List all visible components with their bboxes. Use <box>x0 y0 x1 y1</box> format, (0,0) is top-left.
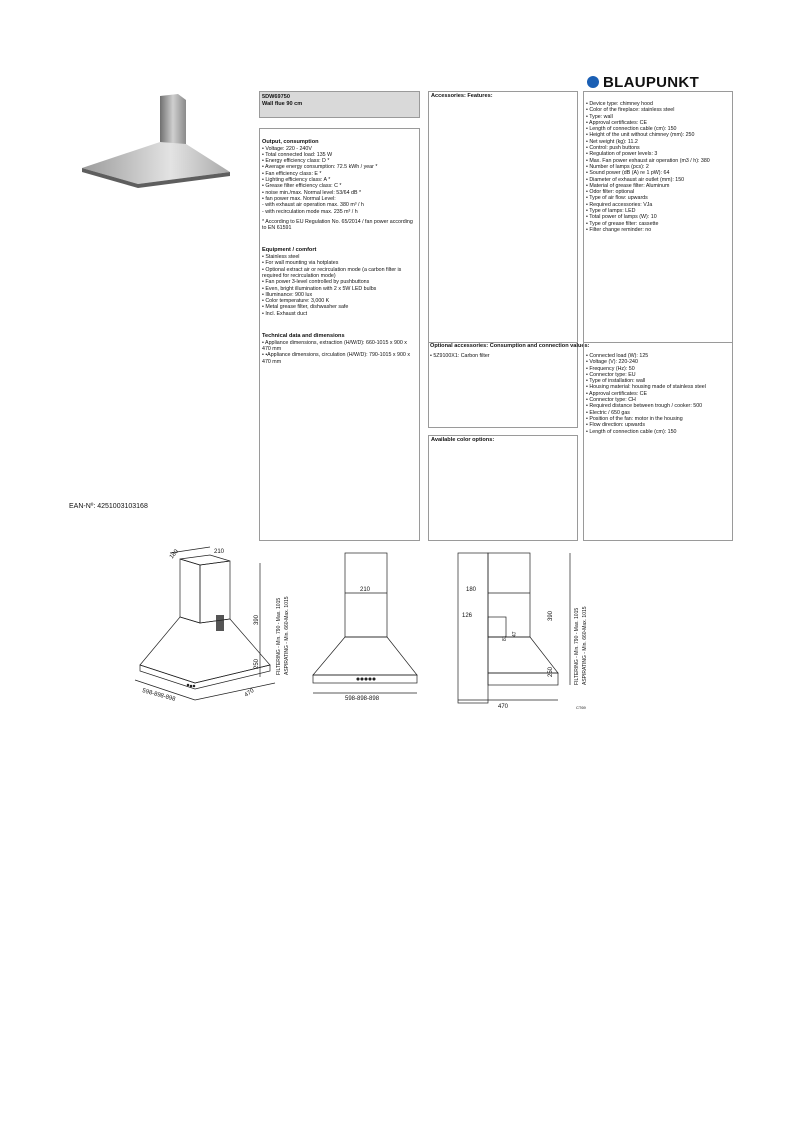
list-item: • Total power of lamps (W): 10 <box>586 214 657 221</box>
drawing-front <box>305 545 425 710</box>
brand-name: BLAUPUNKT <box>603 73 700 91</box>
list-item: • Color temperature: 3,000 K <box>262 298 330 305</box>
list-item: • Approval certificates: CE <box>586 119 648 126</box>
divider <box>584 342 732 343</box>
list-item: • Connector type: CH <box>586 397 636 404</box>
drawing-side <box>448 545 603 715</box>
dim-label: 126 <box>462 613 473 619</box>
list-item: • Total connected load: 135 W <box>262 151 333 158</box>
dim-label: 390 <box>254 614 260 625</box>
dim-label: 390 <box>548 610 554 621</box>
optional-accessories-title: Optional accessories: Consumption and connection values: <box>430 343 590 349</box>
list-item: • Average energy consumption: 72.5 kWh / year * <box>262 164 378 171</box>
list-item: • Fan efficiency class: E * <box>262 170 322 177</box>
list-item: • 5Z9100X1: Carbon filter <box>430 352 490 359</box>
list-item: • Voltage (V): 220-240 <box>586 359 638 366</box>
accessories-box <box>428 91 578 428</box>
drawing-tag: CT69 <box>576 705 586 710</box>
logo-dot-icon <box>587 76 599 88</box>
list-item: • Required distance between trough / cooker: 500 <box>586 403 703 410</box>
list-item: • Grease filter efficiency class: C * <box>262 183 342 190</box>
list-item: • Position of the fan: motor in the housing <box>586 415 683 422</box>
list-item: • Length of connection cable (cm): 150 <box>586 126 677 133</box>
list-item: • Diameter of exhaust air outlet (mm): 150 <box>586 176 685 183</box>
divider <box>428 342 578 343</box>
list-item: • Approval certificates: CE <box>586 390 648 397</box>
list-item: • fan power max. Normal Level: <box>262 195 336 202</box>
dim-label: 250 <box>548 666 554 677</box>
list-item: • Metal grease filter, dishwasher safe <box>262 304 349 311</box>
color-options-title: Available color options: <box>431 437 495 443</box>
list-item: • Incl. Exhaust duct <box>262 310 308 317</box>
dim-label: FILTERING - Min. 790 - Max. 1015 <box>276 597 282 675</box>
list-item: • Type of installation: wall <box>586 378 646 385</box>
list-item: • Flow direction: upwards <box>586 422 645 429</box>
features-list <box>586 101 730 233</box>
list-item: • Appliance dimensions, extraction (H/W/D): 660-1015 x 900 x 470 mm <box>262 339 407 352</box>
dim-label: 250 <box>254 658 260 669</box>
accessories-title: Accessories: Features: <box>431 93 493 99</box>
list-item: • Device type: chimney hood <box>586 101 653 107</box>
ean-number: EAN-Nº: 4251003103168 <box>69 503 148 510</box>
list-item: • Max. Fan power exhaust air operation (m3 / h): 380 <box>586 157 710 164</box>
output-footnote: * According to EU Regulation No. 65/2014 / fan power according to EN 61591 <box>262 218 413 232</box>
list-item: • Type of air flow: upwards <box>586 195 648 202</box>
model-header <box>259 91 420 118</box>
drawing-isometric <box>110 545 300 710</box>
dim-label: 180 <box>466 587 477 593</box>
list-item: • Electric / 650 gas <box>586 409 630 416</box>
list-item: • Connected load (W): 125 <box>586 353 649 359</box>
description-column <box>259 128 420 541</box>
model-number: 5DW69750 <box>262 94 290 100</box>
list-item: • Frequency (Hz): 50 <box>586 365 635 372</box>
connection-values-list <box>586 353 706 435</box>
list-item: • Height of the unit without chimney (mm): 250 <box>586 132 695 139</box>
brand-logo <box>587 73 699 91</box>
dim-label: 470 <box>498 704 509 710</box>
list-item: - with exhaust air operation max. 380 m³ / h <box>262 202 364 209</box>
list-item: • Required accessories: VJa <box>586 201 653 208</box>
list-item: • Type of lamps: LED <box>586 208 636 215</box>
list-item: • Housing material: housing made of stainless steel <box>586 384 706 391</box>
list-item: • Type of grease filter: cassette <box>586 220 659 227</box>
list-item: • Stainless steel <box>262 254 300 261</box>
list-item: • noise min./max. Normal level: 53/64 dB * <box>262 189 362 196</box>
list-item: • Control: push buttons <box>586 145 640 152</box>
dim-label: 180 <box>168 548 180 561</box>
list-item: • Lighting efficiency class: A * <box>262 177 331 184</box>
dim-label: 598-898-898 <box>345 696 380 702</box>
optional-accessories <box>430 343 589 359</box>
dim-label: 81 <box>502 635 508 641</box>
list-item: • Voltage: 220 - 240V <box>262 145 312 152</box>
dim-label: ASPIRATING - Min. 660-Max. 1015 <box>284 596 290 675</box>
technical-title: Technical data and dimensions <box>262 333 345 340</box>
list-item: • Odor filter: optional <box>586 189 635 196</box>
dim-label: 210 <box>360 587 371 593</box>
list-item: • Net weight (kg): 11.2 <box>586 138 638 145</box>
list-item: • Type: wall <box>586 113 613 120</box>
list-item: • •Appliance dimensions, circulation (H/W/D): 790-1015 x 900 x 470 mm <box>262 352 410 365</box>
dim-label: 598-898-898 <box>141 688 176 703</box>
output-title: Output, consumption <box>262 139 319 145</box>
dim-label: 470 <box>243 687 256 699</box>
technical-list <box>262 340 417 365</box>
list-item: • Length of connection cable (cm): 150 <box>586 428 677 435</box>
list-item: • Color of the fireplace: stainless steel <box>586 107 675 114</box>
list-item: • Material of grease filter: Aluminum <box>586 182 670 189</box>
list-item: • For wall mounting via hotplates <box>262 260 339 267</box>
dim-label: FILTERING - Min. 790 - Max. 1015 <box>574 607 580 685</box>
dim-label: ASPIRATING - Min. 660-Max. 1015 <box>582 606 588 685</box>
dim-label: 47 <box>512 631 518 637</box>
list-item: • Illuminance: 900 lux <box>262 291 313 298</box>
list-item: • Number of lamps (pcs): 2 <box>586 163 649 170</box>
list-item: • Even, bright illumination with 2 x 5W LED bulbs <box>262 285 377 292</box>
list-item: • Optional extract air or recirculation mode (a carbon filter is required for recirculation mode) <box>262 266 402 279</box>
list-item: • Fan power 3-level controlled by pushbuttons <box>262 279 370 286</box>
features-column <box>583 91 733 541</box>
list-item: • Connector type: EU <box>586 371 636 378</box>
equipment-title: Equipment / comfort <box>262 247 317 254</box>
equipment-list <box>262 254 417 317</box>
model-subtitle: Wall flue 90 cm <box>262 100 303 107</box>
list-item: • Energy efficiency class: D * <box>262 158 330 165</box>
list-item: • Regulation of power levels: 3 <box>586 151 658 158</box>
dim-label: 210 <box>214 549 225 555</box>
output-list <box>262 146 417 232</box>
list-item: • Filter change reminder: no <box>586 226 652 233</box>
list-item: - with recirculation mode max. 235 m³ / h <box>262 208 358 215</box>
product-photo <box>78 94 238 190</box>
color-options-box <box>428 435 578 541</box>
list-item: • Sound power (dB (A) re 1 pW): 64 <box>586 170 670 177</box>
